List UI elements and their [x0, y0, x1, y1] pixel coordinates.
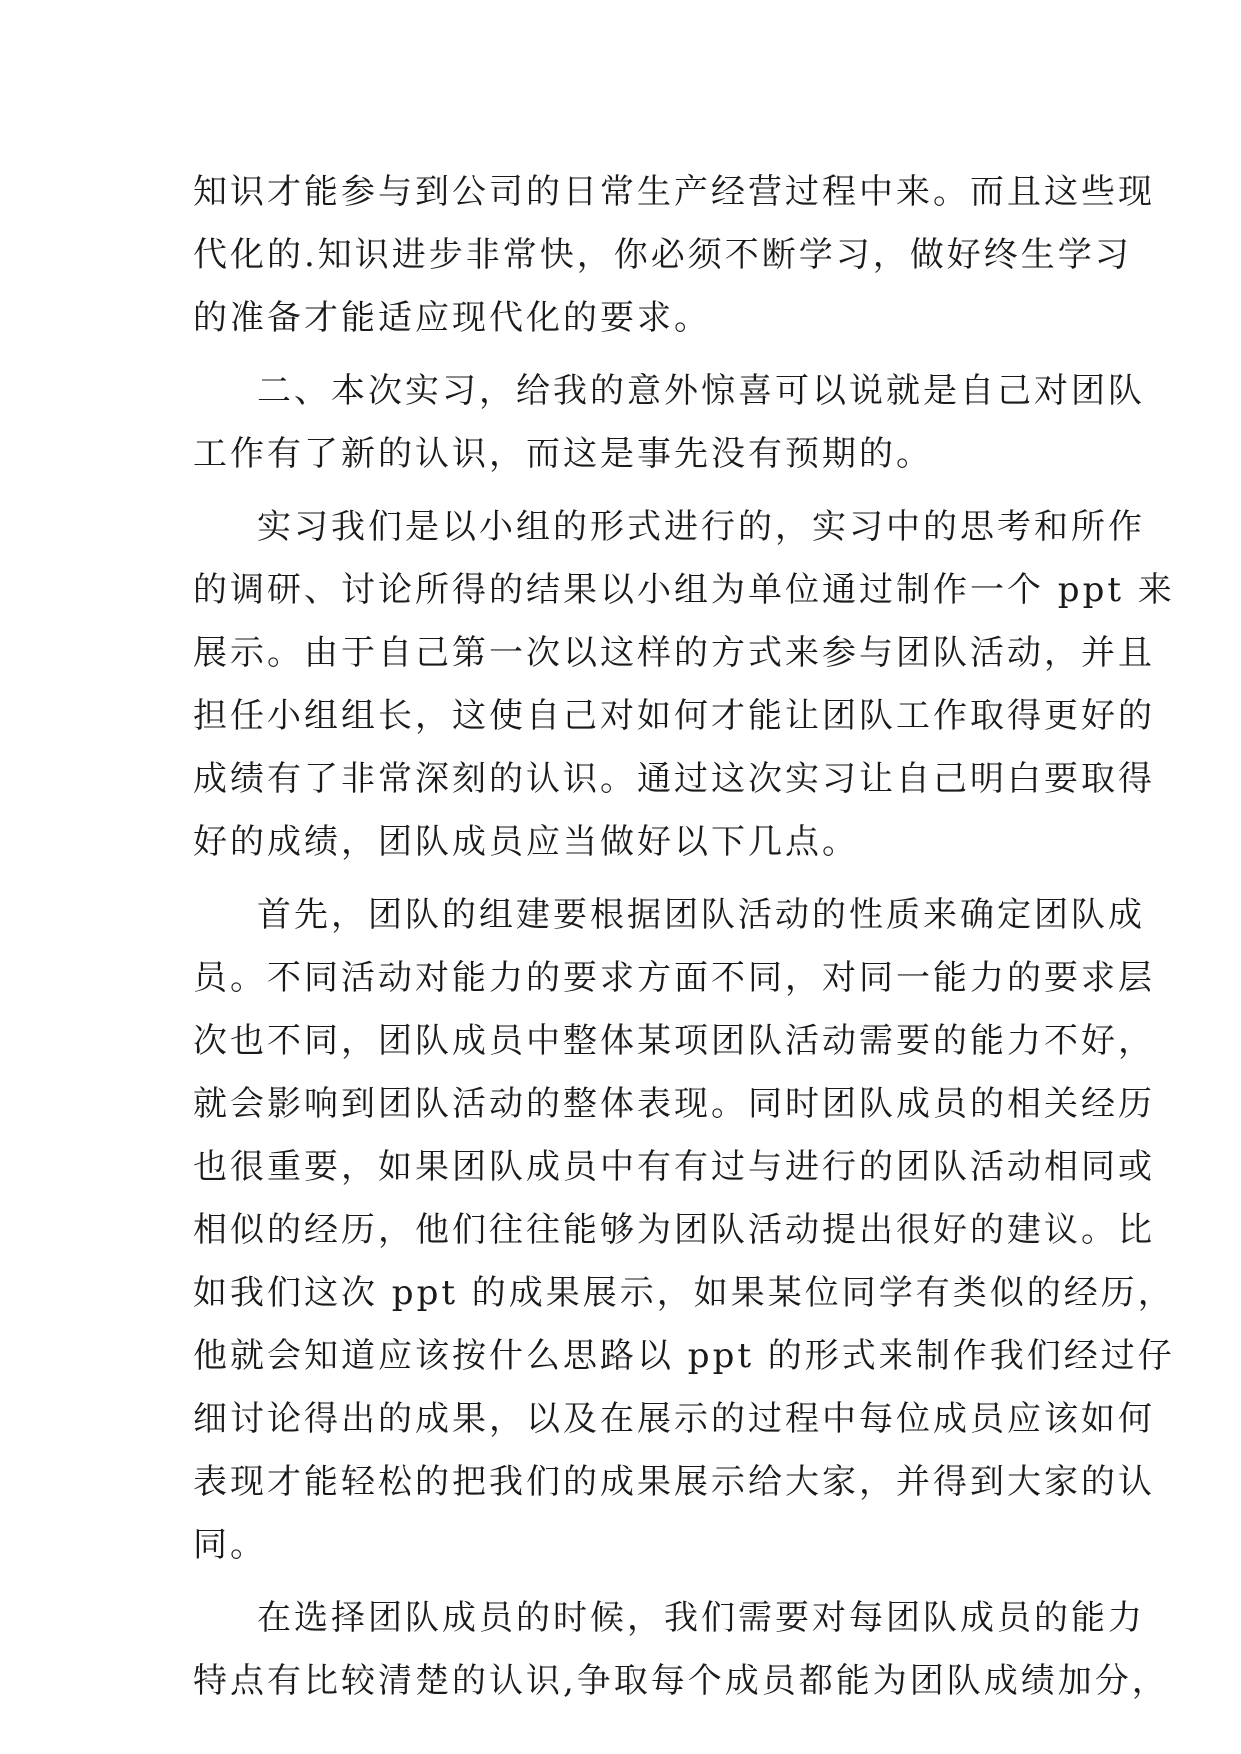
- paragraph-4: [193, 884, 1175, 1577]
- text-line: 工作有了新的认识，而这是事先没有预期的。: [193, 434, 933, 474]
- text-line: 知识才能参与到公司的日常生产经营过程中来。而且这些现: [193, 172, 1155, 212]
- text-line: 次也不同，团队成员中整体某项团队活动需要的能力不好，: [193, 1021, 1155, 1061]
- text-line: 特点有比较清楚的认识,争取每个成员都能为团队成绩加分，: [193, 1661, 1169, 1701]
- text-line: 就会影响到团队活动的整体表现。同时团队成员的相关经历: [193, 1084, 1155, 1124]
- paragraph-2: [193, 360, 1145, 486]
- text-line: 在选择团队成员的时候，我们需要对每团队成员的能力: [257, 1598, 1145, 1638]
- text-line: 员。不同活动对能力的要求方面不同，对同一能力的要求层: [193, 958, 1155, 998]
- text-line: 同。: [193, 1525, 267, 1565]
- text-line: 他就会知道应该按什么思路以 ppt 的形式来制作我们经过仔: [193, 1336, 1175, 1376]
- text-line: 如我们这次 ppt 的成果展示，如果某位同学有类似的经历，: [193, 1273, 1175, 1313]
- text-line: 展示。由于自己第一次以这样的方式来参与团队活动，并且: [193, 633, 1155, 673]
- text-line: 好的成绩，团队成员应当做好以下几点。: [193, 822, 859, 862]
- text-line: 细讨论得出的成果，以及在展示的过程中每位成员应该如何: [193, 1399, 1155, 1439]
- document-body: [193, 161, 1175, 1713]
- text-line: 的调研、讨论所得的结果以小组为单位通过制作一个 ppt 来: [193, 570, 1175, 610]
- text-line: 表现才能轻松的把我们的成果展示给大家，并得到大家的认: [193, 1462, 1155, 1502]
- text-line: 代化的.知识进步非常快，你必须不断学习，做好终生学习: [193, 235, 1132, 275]
- text-line: 也很重要，如果团队成员中有有过与进行的团队活动相同或: [193, 1147, 1155, 1187]
- text-line: 成绩有了非常深刻的认识。通过这次实习让自己明白要取得: [193, 759, 1155, 799]
- text-line: 担任小组组长，这使自己对如何才能让团队工作取得更好的: [193, 696, 1155, 736]
- paragraph-1: [193, 161, 1155, 350]
- text-line: 二、本次实习，给我的意外惊喜可以说就是自己对团队: [257, 371, 1145, 411]
- text-line: 首先，团队的组建要根据团队活动的性质来确定团队成: [257, 895, 1145, 935]
- paragraph-3: [193, 496, 1175, 874]
- text-line: 相似的经历，他们往往能够为团队活动提出很好的建议。比: [193, 1210, 1155, 1250]
- paragraph-5: [193, 1587, 1169, 1713]
- text-line: 的准备才能适应现代化的要求。: [193, 298, 711, 338]
- text-line: 实习我们是以小组的形式进行的，实习中的思考和所作: [257, 507, 1145, 547]
